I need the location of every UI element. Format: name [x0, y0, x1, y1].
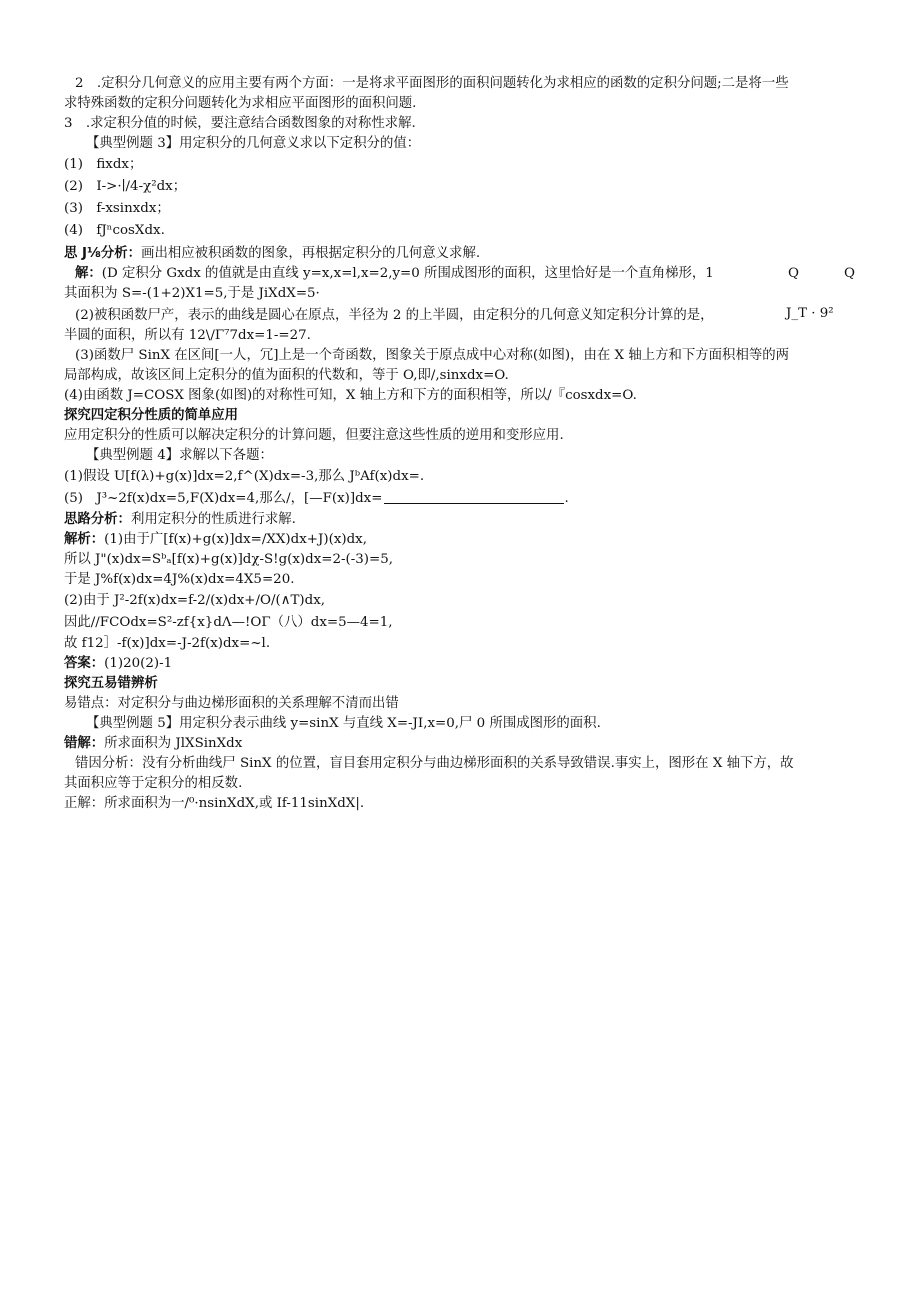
correct-solution-line: 正解：所求面积为一∕⁰·nsinXdX,或 If-11sinXdX|.	[64, 796, 365, 811]
text-line: 其面积应等于定积分的相反数.	[64, 776, 243, 791]
para-text: 2 .定积分几何意义的应用主要有两个方面：一是将求平面图形的面积问题转化为求相应的函数的定积分问题;二是将一些	[75, 76, 789, 91]
section-heading: 探究五易错辨析	[64, 676, 158, 691]
text-line: 应用定积分的性质可以解决定积分的计算问题，但要注意这些性质的逆用和变形应用.	[64, 428, 564, 443]
analysis-line: 思 J⅛分析：画出相应被积函数的图象，再根据定积分的几何意义求解.	[64, 246, 481, 261]
para-text: 3 .求定积分值的时候，要注意结合函数图象的对称性求解.	[64, 116, 416, 131]
solution-line: 所以 J"(x)dx=Sᵇₐ[f(x)+g(x)]dχ-S!g(x)dx=2-(-3)=5,	[64, 552, 394, 567]
solution-line: (4)由函数 J=COSX 图象(如图)的对称性可知，X 轴上方和下方的面积相等，所以/『cosxdx=O.	[64, 388, 637, 403]
answer-line: 答案：(1)20(2)-1	[64, 656, 173, 671]
solution-line: (2)由于 J²-2f(x)dx=f-2/(x)dx+/O∕(∧T)dx,	[64, 593, 326, 608]
solution-line: 因此//FCOdx=S²-zf{x}dΛ—!OΓ（八）dx=5—4=1,	[64, 615, 393, 630]
solution-line: 故 f12］-f(x)]dx=-J-2f(x)dx=~l.	[64, 636, 271, 651]
list-item: (2) I->·∣/4-χ²dx；	[64, 179, 187, 194]
problem-line: (1)假设 U[f(λ)+g(x)]dx=2,f^(X)dx=-3,那么 JᵇAf(x)dx=.	[64, 469, 425, 484]
text-line: 易错点：对定积分与曲边梯形面积的关系理解不清而出错	[64, 696, 399, 711]
example-heading: 【典型例题 3】用定积分的几何意义求以下定积分的值：	[86, 136, 421, 151]
solution-line: (3)函数尸 SinX 在区间[一人，冗]上是一个奇函数，图象关于原点成中心对称(如图)，由在 X 轴上方和下方面积相等的两	[75, 348, 790, 363]
text-line	[64, 74, 864, 94]
answer-blank	[384, 490, 564, 504]
solution-line: 半圆的面积，所以有 12\/Γ⁷7dx=1-=27.	[64, 328, 311, 343]
solution-line: 局部构成，故该区间上定积分的值为面积的代数和，等于 O,即/,sinxdx=O.	[64, 368, 509, 383]
example-heading: 【典型例题 5】用定积分表示曲线 y=sinX 与直线 X=-JI,x=0,尸 0 所围成图形的面积.	[86, 716, 601, 731]
text-line	[64, 114, 864, 134]
list-item: (3) f-xsinxdx；	[64, 201, 170, 216]
para-text: 求特殊函数的定积分问题转化为求相应平面图形的面积问题.	[64, 96, 417, 111]
solution-line: (2)被积函数尸产，表示的曲线是圆心在原点，半径为 2 的上半圆，由定积分的几何意义知定积分计算的是， J_T · 9²	[75, 306, 834, 323]
problem-line: (5) J³~2f(x)dx=5,F(X)dx=4,那么/，[—F(x)]dx= .	[64, 491, 569, 506]
section-heading: 探究四定积分性质的简单应用	[64, 408, 239, 423]
document-body	[64, 74, 864, 814]
example-heading: 【典型例题 4】求解以下各题：	[86, 448, 273, 463]
analysis-line: 思路分析：利用定积分的性质进行求解.	[64, 512, 296, 527]
solution-line: 解析：(1)由于广[f(x)+g(x)]dx=/XX)dx+J)(x)dx,	[64, 532, 367, 547]
wrong-solution-line: 错解：所求面积为 JlXSinXdx	[64, 736, 243, 751]
solution-line: 其面积为 S=-(1+2)X1=5,于是 JiXdX=5·	[64, 286, 320, 301]
list-item: (1) fixdx；	[64, 157, 143, 172]
solution-line: 解：(D 定积分 Gxdx 的值就是由直线 y=x,x=l,x=2,y=0 所围成图形的面积，这里恰好是一个直角梯形，1 Q Q	[75, 266, 855, 281]
solution-line: 于是 J%f(x)dx=4J%(x)dx=4X5=20.	[64, 572, 295, 587]
text-line: 错因分析：没有分析曲线尸 SinX 的位置，盲目套用定积分与曲边梯形面积的关系导致错误.事实上，图形在 X 轴下方，故	[75, 756, 794, 771]
list-item: (4) fJⁿcosXdx.	[64, 223, 165, 238]
text-line	[64, 94, 864, 114]
